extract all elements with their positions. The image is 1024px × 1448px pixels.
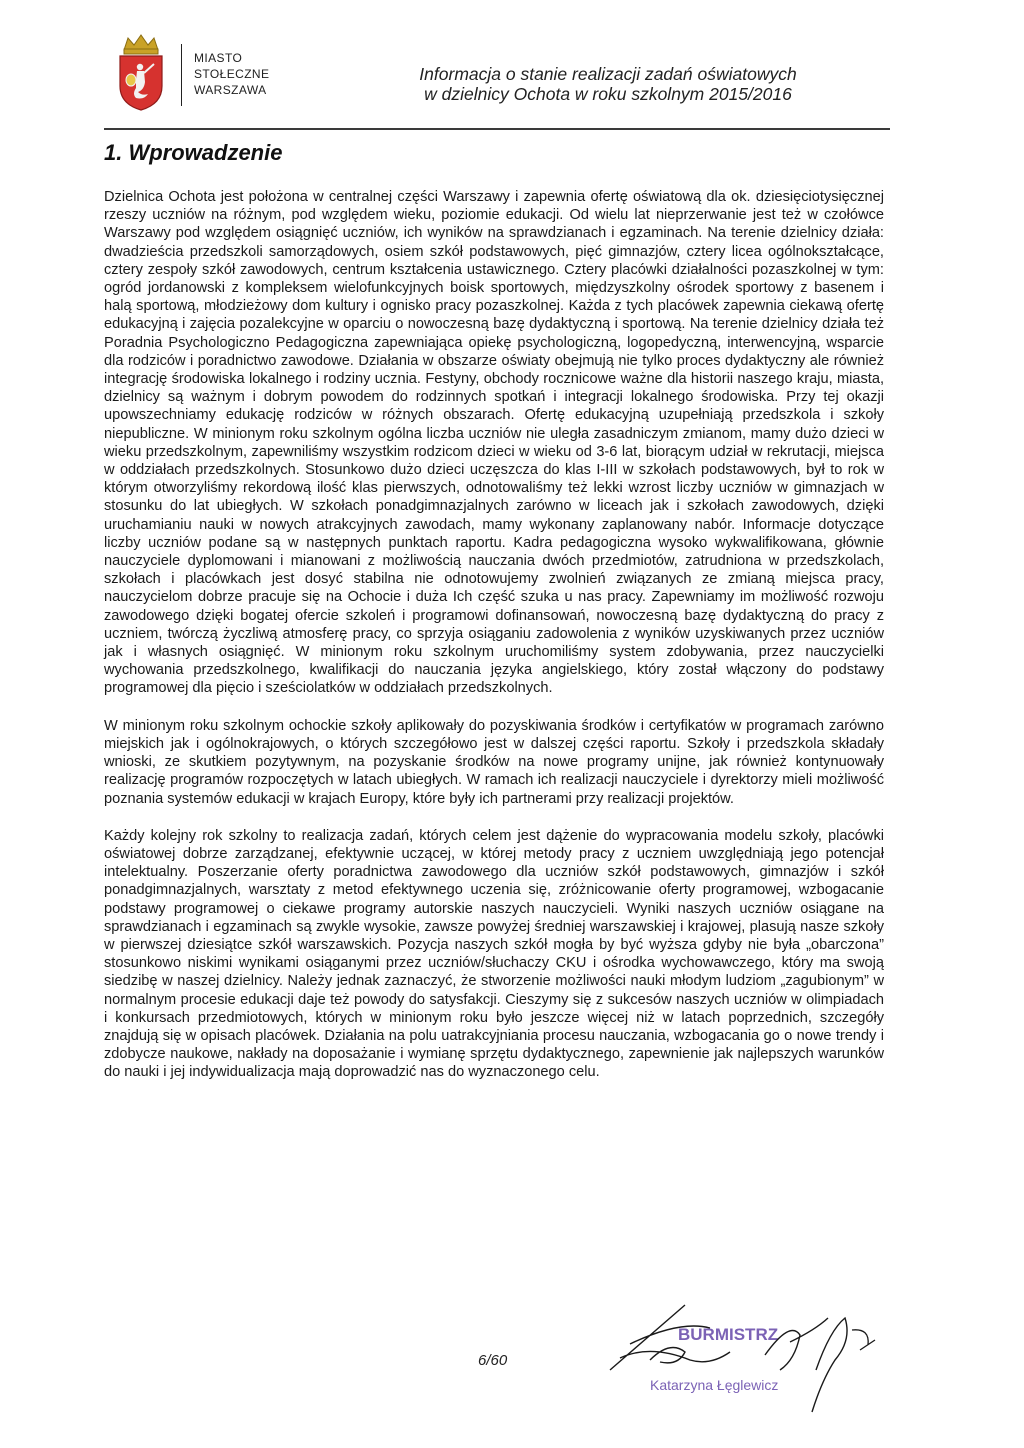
document-title-line-2: w dzielnicy Ochota w roku szkolnym 2015/2016	[424, 84, 792, 104]
city-name	[194, 50, 269, 98]
header-rule	[104, 128, 890, 130]
paragraph-1: Dzielnica Ochota jest położona w centralnej części Warszawy i zapewnia ofertę oświatową dla ok. dziesięciotysięcznej rzeszy uczniów na różnym, pod względem wieku, poziomie edukacji. Od wielu lat nieprzerwanie jest też w czołówce Warszawy pod względem osiągnięć uczniów, ich wyników na sprawdzianach i egzaminach. Na terenie dzielnicy działa: dwadzieścia przedszkoli samorządowych, osiem szkół podstawowych, pięć gimnazjów, cztery licea ogólnokształcące, cztery zespoły szkół zawodowych, centrum kształcenia ustawicznego. Cztery placówki działalności pozaszkolnej w tym: ogród jordanowski z kompleksem wielofunkcyjnych boisk sportowych, międzyszkolny ośrodek sportowy z basenem i halą sportową, młodzieżowy dom kultury i ognisko pracy pozaszkolnej. Każda z tych placówek zapewnia ciekawą ofertę edukacyjną i zajęcia pozalekcyjne w oparciu o nowoczesną bazę dydaktyczną i sportową. Na terenie dzielnicy działa też Poradnia Psychologiczno Pedagogiczna zapewniająca opiekę psychologiczną, logopedyczną, interwencyjną, wsparcie dla rodziców i poradnictwo zawodowe. Działania w obszarze oświaty obejmują nie tylko proces dydaktyczny ale również integrację środowiska lokalnego i rodziny ucznia. Festyny, obchody rocznicowe ważne dla historii naszego kraju, miasta, dzielnicy są ważnym i dobrym powodem do rodzinnych spotkań i integracji lokalnego środowiska. Przy tej okazji upowszechniamy edukację rodziców w różnych obszarach. Ofertę edukacyjną uzupełniają przedszkola i szkoły niepubliczne. W minionym roku szkolnym ogólna liczba uczniów nie uległa zasadniczym zmianom, mamy dużo dzieci w wieku przedszkolnym, zapewniliśmy wszystkim rodzicom dzieci w wieku od 3-6 lat, biorącym udział w rekrutacji, miejsca w oddziałach przedszkolnych. Stosunkowo dużo dzieci uczęszcza do klas I-III w szkołach podstawowych, był to rok w którym otworzyliśmy rekordową ilość klas pierwszych, odnotowaliśmy też lekki wzrost liczby uczniów w gimnazjach w stosunku do lat ubiegłych. W szkołach ponadgimnazjalnych zarówno w liceach jak i szkołach zawodowych, dzięki uruchamianiu nauki w nowych atrakcyjnych zawodach, mamy wykonany zaplanowany nabór. Informacje dotyczące liczby uczniów podane są w następnych punktach raportu. Kadra pedagogiczna wysoko wykwalifikowana, głównie nauczyciele dyplomowani i mianowani z możliwością nauczania dwóch przedmiotów, zatrudniona w przedszkolach, szkołach i placówkach jest dosyć stabilna nie odnotowujemy zwolnień związanych ze zmianą miejsca pracy, nauczycielom dobrze pracuje się na Ochocie i duża Ich część szuka u nas pracy. Zapewniamy im możliwość rozwoju zawodowego dzięki bogatej ofercie szkoleń i programowi dofinansowań, nowoczesną bazę dydaktyczną do pracy z uczniem, twórczą życzliwą atmosferę pracy, co sprzyja osiąganiu zadowolenia z wyników uzyskiwanych przez uczniów jak i własnych osiągnięć. W minionym roku szkolnym uruchomiliśmy system zdobywania, przez nauczycielki wychowania przedszkolnego, kwalifikacji do nauczania języka angielskiego, który został włączony do podstawy programowej dla pięcio i sześciolatków w oddziałach przedszkolnych.	[104, 189, 884, 697]
warsaw-coat-of-arms-icon	[114, 34, 168, 112]
page-header	[104, 34, 890, 126]
document-title-line-1: Informacja o stanie realizacji zadań oświatowych	[419, 64, 797, 84]
city-line-1: MIASTO	[194, 51, 243, 65]
paragraph-2: W minionym roku szkolnym ochockie szkoły aplikowały do pozyskiwania środków i certyfikatów w programach zarówno miejskich jak i ogólnokrajowych, o których szczegółowo jest w dalszej części raportu. Szkoły i przedszkola składały wnioski, ze skutkiem pozytywnym, na pozyskanie środków na nowe programy unijne, jak również kontynuowały realizację programów rozpoczętych w latach ubiegłych. W ramach ich realizacji nauczyciele i dyrektorzy mieli możliwość poznania systemów edukacji w krajach Europy, które były ich partnerami przy realizacji projektów.	[104, 717, 884, 807]
section-heading: 1. Wprowadzenie	[104, 140, 283, 165]
page-number: 6/60	[478, 1352, 508, 1369]
document-title	[398, 64, 818, 104]
stamp-name: Katarzyna Łęglewicz	[650, 1377, 779, 1393]
section-body	[104, 188, 884, 1082]
city-line-3: WARSZAWA	[194, 83, 267, 97]
paragraph-3: Każdy kolejny rok szkolny to realizacja zadań, których celem jest dążenie do wypracowania modelu szkoły, placówki oświatowej dobrze zarządzanej, efektywnie uczącej, w której metody pracy z uczniem uwzględniają jego potencjał intelektualny. Poszerzanie oferty poradnictwa zawodowego dla uczniów szkół podstawowych, gimnazjów i szkół ponadgimnazjalnych, warsztaty z metod efektywnego uczenia się, zróżnicowanie oferty programowej, wzbogacanie podstawy programowej o ciekawe programy autorskie naszych nauczycieli. Wyniki naszych uczniów osiągane na sprawdzianach i egzaminach są zwykle wysokie, zawsze powyżej średniej warszawskiej i krajowej, plasują nasze szkoły w pierwszej dziesiątce szkół warszawskich. Pozycja naszych szkół mogła by być wyższa gdyby nie była „obarczona” stosunkowo niskimi wynikami osiąganymi przez uczniów/słuchaczy CKU i ośrodka wychowawczego, który ma swoją siedzibę w naszej dzielnicy. Należy jednak zaznaczyć, że stworzenie możliwości nauki młodym ludziom „zagubionym” w normalnym procesie edukacji daje też powody do satysfakcji. Cieszymy się z sukcesów naszych uczniów w olimpiadach i konkursach przedmiotowych, których w minionym roku było jeszcze więcej niż w latach poprzednich, szczegóły znajdują się w opisach placówek. Działania na polu uatrakcyjniania procesu nauczania, wzbogacania go o nowe trendy i zdobycze naukowe, nakłady na doposażanie i wymianę sprzętu dydaktycznego, zapewnienie jak najlepszych warunków do nauki i jej indywidualizacja mają doprowadzić nas do wyznaczonego celu.	[104, 827, 884, 1081]
city-line-2: STOŁECZNE	[194, 67, 270, 81]
mayor-stamp-signature	[590, 1300, 890, 1420]
stamp-title: BURMISTRZ	[678, 1325, 779, 1344]
header-divider	[181, 44, 182, 106]
